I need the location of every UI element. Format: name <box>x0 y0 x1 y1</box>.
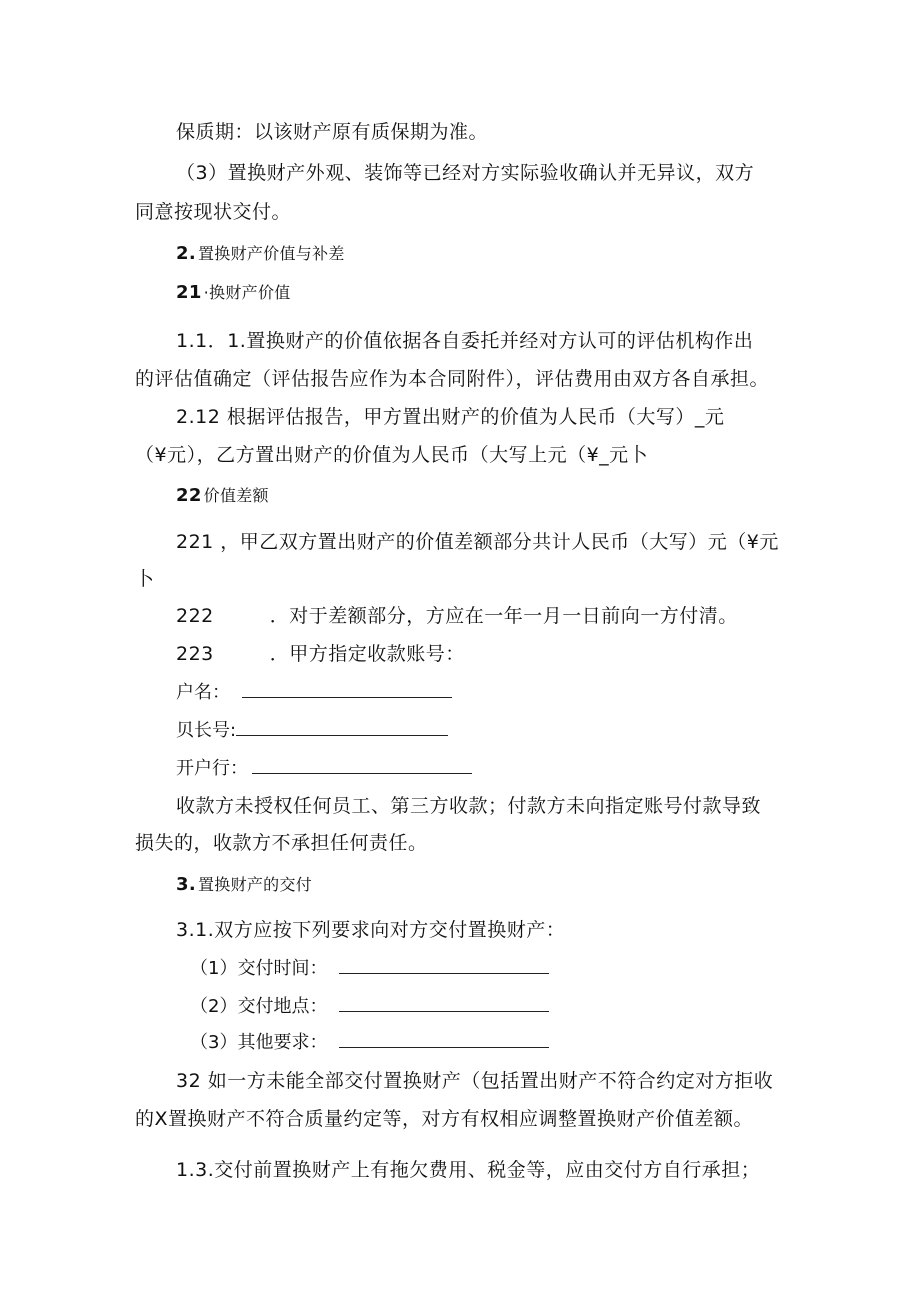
field-label: 贝长号: <box>176 720 237 741</box>
paragraph-line: （3）置换财产外观、装饰等已经对方实际验收确认并无异议，双方 <box>176 162 755 184</box>
blank-line <box>236 717 448 736</box>
section-number: 2. <box>176 243 196 264</box>
paragraph-line: 的评估值确定（评估报告应作为本合同附件），评估费用由双方各自承担。 <box>135 368 770 390</box>
subsection-number: 22 <box>176 485 202 506</box>
section-title: 置换财产的交付 <box>197 875 313 894</box>
paragraph-line: 2.12 根据评估报告，甲方置出财产的价值为人民币（大写）_元 <box>176 406 725 428</box>
section-number: 3. <box>176 874 196 895</box>
paragraph-line: 1.1．1.置换财产的价值依据各自委托并经对方认可的评估机构作出 <box>176 330 754 352</box>
numbered-clause <box>176 603 738 629</box>
paragraph-line: 221 ，甲乙双方置出财产的价值差额部分共计人民币（大写）元（¥元 <box>176 531 779 553</box>
paragraph-line: 收款方未授权任何员工、第三方收款；付款方未向指定账号付款导致 <box>176 795 762 817</box>
account-name-field <box>176 679 452 706</box>
other-requirements-field <box>190 1029 549 1056</box>
subsection-number: 21 <box>176 282 202 303</box>
section-heading <box>176 241 345 267</box>
clause-text: ．对于差额部分，方应在一年一月一日前向一方付清。 <box>269 605 738 627</box>
warranty-line: 保质期：以该财产原有质保期为准。 <box>176 121 489 143</box>
field-label: （2）交付地点： <box>190 996 328 1017</box>
paragraph-line: 卜 <box>135 568 155 590</box>
subsection-heading <box>176 280 291 306</box>
delivery-place-field <box>190 993 549 1020</box>
blank-line <box>339 1029 549 1048</box>
subsection-title: 价值差额 <box>203 486 269 505</box>
paragraph-line: （¥元），乙方置出财产的价值为人民币（大写上元（¥_元卜 <box>135 444 649 466</box>
subsection-title: ·换财产价值 <box>203 283 291 302</box>
clause-number: 222 <box>176 605 214 627</box>
field-label: （3）其他要求： <box>190 1032 328 1053</box>
field-label: 户名： <box>176 682 230 703</box>
blank-line <box>339 955 549 974</box>
subsection-heading <box>176 483 269 509</box>
paragraph-line: 3.1.双方应按下列要求向对方交付置换财产： <box>176 919 566 941</box>
paragraph-line: 的Ⅹ置换财产不符合质量约定等，对方有权相应调整置换财产价值差额。 <box>135 1108 754 1130</box>
section-title: 置换财产价值与补差 <box>197 244 345 263</box>
blank-line <box>242 679 452 698</box>
bank-field <box>176 755 472 782</box>
clause-text: ．甲方指定收款账号： <box>269 643 465 665</box>
section-heading <box>176 872 312 898</box>
field-label: （1）交付时间： <box>190 958 328 979</box>
numbered-clause <box>176 641 465 667</box>
blank-line <box>252 755 472 774</box>
blank-line <box>339 993 549 1012</box>
paragraph-line: 同意按现状交付。 <box>135 201 292 223</box>
paragraph-line: 损失的，收款方不承担任何责任。 <box>135 832 428 854</box>
clause-number: 223 <box>176 643 214 665</box>
paragraph-line: 32 如一方未能全部交付置换财产（包括置出财产不符合约定对方拒收 <box>176 1070 774 1092</box>
account-number-field <box>176 717 448 744</box>
paragraph-line: 1.3.交付前置换财产上有拖欠费用、税金等，应由交付方自行承担； <box>176 1159 761 1181</box>
field-label: 开户行： <box>176 758 248 779</box>
delivery-time-field <box>190 955 549 982</box>
